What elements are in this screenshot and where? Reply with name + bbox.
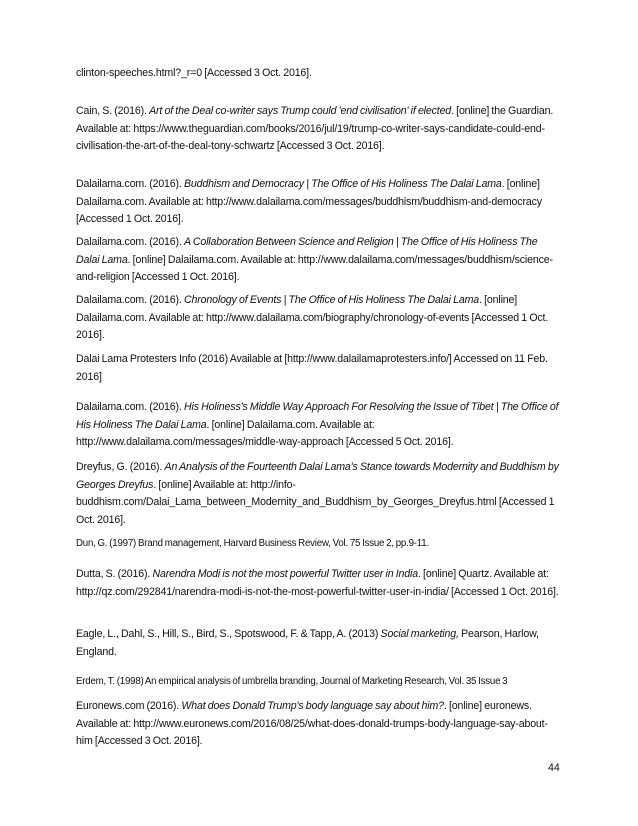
reference-text: . [online] euronews. Available at: http://www.euronews.com/2016/08/25/what-does-donald-trumps-body-language-say-about-him [Accessed 3 Oct. 2016]. [76,700,548,748]
reference-text: Erdem, T. (1998) An empirical analysis of umbrella branding, Journal of Marketing Research, Vol. 35 Issue 3 [76,676,508,687]
reference-text: Eagle, L., Dahl, S., Hill, S., Bird, S., Spotswood, F. & Tapp, A. (2013) [76,628,381,640]
reference-text: Cain, S. (2016). [76,105,150,117]
reference-title: Narendra Modi is not the most powerful Twitter user in India [152,568,418,580]
page-number: 44 [548,762,560,774]
reference-entry [76,234,562,287]
reference-entry [76,673,562,691]
reference-entry [76,399,562,452]
reference-entry [76,103,562,156]
reference-text: Dalailama.com. (2016). [76,294,185,306]
reference-title: His Holiness's Middle Way Approach For Resolving the Issue of Tibet | The Office of His Holiness The Dalai Lama [76,401,559,431]
reference-text: Euronews.com (2016). [76,700,182,712]
reference-entry [76,626,562,661]
reference-text: . [online] Quartz. Available at: http://qz.com/292841/narendra-modi-is-not-the-most-powerful-twitter-user-in-india/ [Accessed 1 Oct. 2016]. [76,568,559,598]
reference-text: clinton-speeches.html?_r=0 [Accessed 3 Oct. 2016]. [76,67,312,79]
reference-text: Dalai Lama Protesters Info (2016) Available at [http://www.dalailamaprotesters.info/] Accessed on 11 Feb. 2016] [76,353,548,383]
reference-text: Dutta, S. (2016). [76,568,153,580]
reference-text: Dreyfus, G. (2016). [76,461,165,473]
reference-text: Dalailama.com. (2016). [76,401,185,413]
reference-entry [76,65,562,83]
reference-entry [76,566,562,601]
reference-text: . [online] the Guardian. Available at: https://www.theguardian.com/books/2016/jul/19/trump-co-writer-says-candidate-could-end-civilisation-the-art-of-the-deal-tony-schwartz [Accessed 3 Oct. 2016]. [76,105,554,153]
reference-text: Dalailama.com. (2016). [76,178,185,190]
reference-title: Chronology of Events | The Office of His Holiness The Dalai Lama [184,294,480,306]
reference-entry [76,176,562,229]
reference-entry [76,698,562,751]
reference-text: Pearson, Harlow, England. [76,628,539,658]
reference-entry [76,535,562,553]
reference-text: . [online] Dalailama.com. Available at: http://www.dalailama.com/biography/chronology-of-events [Accessed 1 Oct. 2016]. [76,294,549,342]
reference-title: An Analysis of the Fourteenth Dalai Lama's Stance towards Modernity and Buddhism by Georges Dreyfus [76,461,559,491]
reference-title: A Collaboration Between Science and Religion | The Office of His Holiness The Dalai Lama [76,236,538,266]
reference-title: Buddhism and Democracy | The Office of His Holiness The Dalai Lama [184,178,502,190]
reference-text: . [online] Dalailama.com. Available at: http://www.dalailama.com/messages/buddhism/science-and-religion [Accessed 1 Oct. 2016]. [76,253,553,284]
reference-text: Dun, G. (1997) Brand management, Harvard Business Review, Vol. 75 Issue 2, pp.9-11. [76,538,429,549]
reference-title: Art of the Deal co-writer says Trump could 'end civilisation' if elected [149,105,452,117]
reference-text: . [online] Available at: http://info-buddhism.com/Dalai_Lama_between_Modernity_and_Buddhism_by_Georges_Dreyfus.html [Accessed 1 Oct. 2016]. [76,478,555,526]
reference-entry [76,292,562,345]
reference-title: What does Donald Trump's body language say about him? [181,700,444,712]
reference-text: Dalailama.com. (2016). [76,236,185,248]
reference-entry [76,351,562,386]
reference-text: . [online] Dalailama.com. Available at: http://www.dalailama.com/messages/buddhism/buddhism-and-democracy [Accessed 1 Oct. 2016]. [76,178,542,226]
reference-entry [76,459,562,529]
reference-text: . [online] Dalailama.com. Available at: http://www.dalailama.com/messages/middle-way-approach [Accessed 5 Oct. 2016]. [76,418,454,449]
reference-title: Social marketing, [380,628,459,640]
